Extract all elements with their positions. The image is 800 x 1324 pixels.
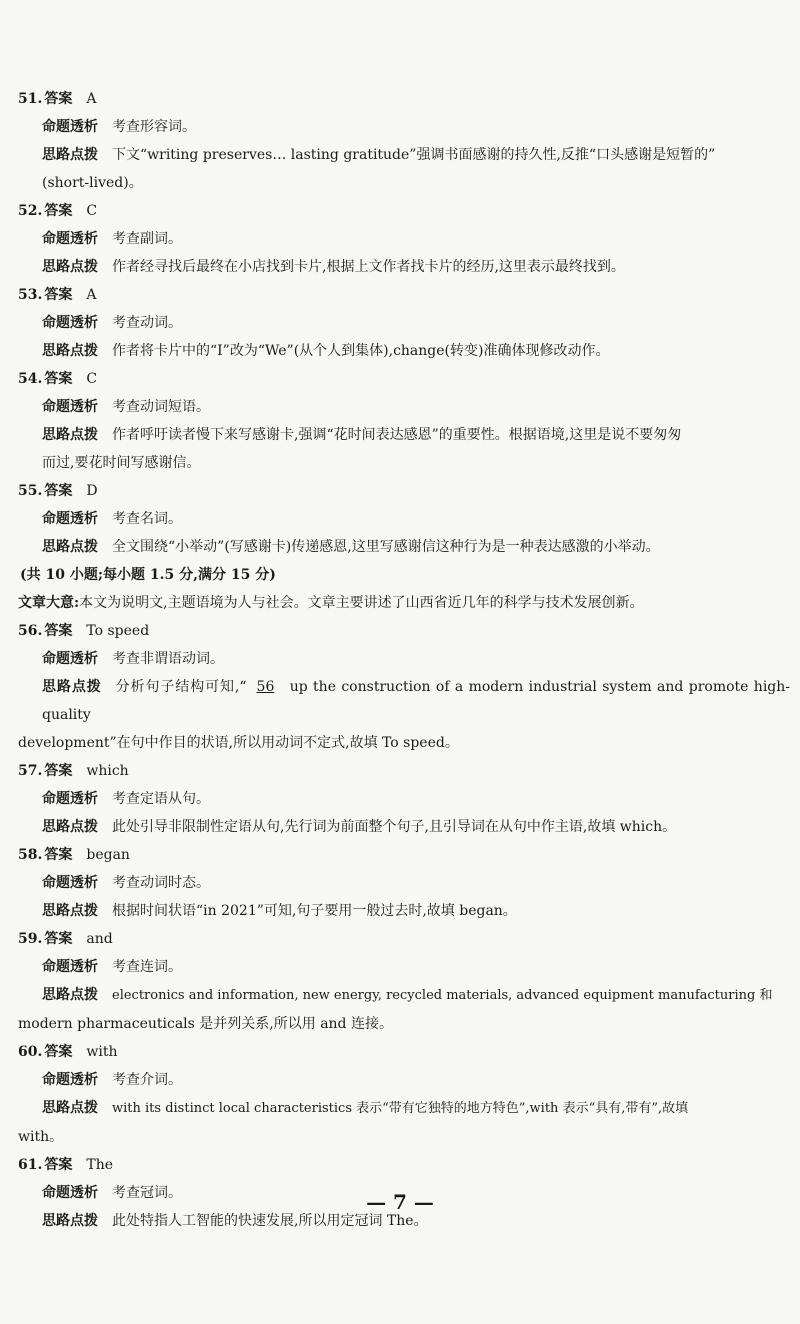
answer-value: A	[86, 91, 97, 107]
question-number: 61.	[18, 1157, 43, 1173]
answer-list	[18, 85, 790, 1235]
answer-value: C	[86, 371, 98, 387]
question-58	[18, 841, 790, 925]
analysis-text: 考查定语从句。	[112, 791, 210, 807]
article-summary	[18, 589, 790, 617]
hint-text: 分析句子结构可知,“	[115, 679, 247, 695]
question-number: 60.	[18, 1044, 43, 1060]
question-number: 57.	[18, 763, 43, 779]
page-number: — 7 —	[366, 1190, 434, 1214]
answer-value: D	[86, 483, 98, 499]
answer-value: To speed	[86, 623, 150, 639]
question-number: 59.	[18, 931, 43, 947]
question-number: 56.	[18, 623, 43, 639]
question-number: 51.	[18, 91, 43, 107]
hint-text: 此处引导非限制性定语从句,先行词为前面整个句子,且引导词在从句中作主语,故填 which。	[112, 819, 677, 835]
analysis-text: 考查连词。	[112, 959, 182, 975]
question-number: 55.	[18, 483, 43, 499]
hint-text: 全文围绕“小举动”(写感谢卡)传递感恩,这里写感谢信这种行为是一种表达感激的小举动。	[112, 539, 660, 555]
hint-text-continued: 而过,要花时间写感谢信。	[42, 455, 201, 471]
question-55	[18, 477, 790, 561]
answer-label: 答案	[44, 931, 73, 947]
question-56	[18, 617, 790, 757]
hint-label: 思路点拨	[42, 1100, 98, 1116]
answer-value: began	[86, 847, 130, 863]
analysis-label: 命题透析	[42, 511, 98, 527]
analysis-label: 命题透析	[42, 231, 98, 247]
hint-label: 思路点拨	[42, 427, 98, 443]
answer-label: 答案	[44, 1157, 73, 1173]
analysis-label: 命题透析	[42, 1072, 98, 1088]
analysis-text: 考查非谓语动词。	[112, 651, 224, 667]
answer-value: C	[86, 203, 98, 219]
analysis-text: 考查名词。	[112, 511, 182, 527]
hint-label: 思路点拨	[42, 679, 102, 695]
summary-text: 本文为说明文,主题语境为人与社会。文章主要讲述了山西省近几年的科学与技术发展创新。	[79, 595, 644, 611]
hint-text-continued: development”在句中作目的状语,所以用动词不定式,故填 To speed。	[18, 735, 459, 751]
hint-text: 作者将卡片中的“I”改为“We”(从个人到集体),change(转变)准确体现修改动作。	[112, 343, 610, 359]
answer-label: 答案	[44, 623, 73, 639]
hint-text: 下文“writing preserves… lasting gratitude”强调书面感谢的持久性,反推“口头感谢是短暂的”	[112, 147, 716, 163]
analysis-label: 命题透析	[42, 875, 98, 891]
answer-value: which	[86, 763, 129, 779]
hint-label: 思路点拨	[42, 987, 98, 1003]
hint-label: 思路点拨	[42, 819, 98, 835]
answer-label: 答案	[44, 847, 73, 863]
answer-value: A	[86, 287, 97, 303]
analysis-label: 命题透析	[42, 651, 98, 667]
hint-text-continued: (short-lived)。	[42, 175, 143, 191]
hint-label: 思路点拨	[42, 539, 98, 555]
question-number: 54.	[18, 371, 43, 387]
analysis-label: 命题透析	[42, 399, 98, 415]
analysis-label: 命题透析	[42, 119, 98, 135]
question-53	[18, 281, 790, 365]
hint-text: 作者呼吁读者慢下来写感谢卡,强调“花时间表达感恩”的重要性。根据语境,这里是说不要匆匆	[112, 427, 682, 443]
blank-number: 56	[256, 679, 275, 695]
answer-label: 答案	[44, 91, 73, 107]
question-51	[18, 85, 790, 197]
summary-label: 文章大意:	[18, 595, 80, 611]
analysis-text: 考查介词。	[112, 1072, 182, 1088]
answer-label: 答案	[44, 371, 73, 387]
section-note: (共 10 小题;每小题 1.5 分,满分 15 分)	[20, 567, 276, 583]
answer-label: 答案	[44, 763, 73, 779]
hint-label: 思路点拨	[42, 343, 98, 359]
analysis-label: 命题透析	[42, 315, 98, 331]
hint-text-continued: modern pharmaceuticals 是并列关系,所以用 and 连接。	[18, 1016, 393, 1032]
question-number: 53.	[18, 287, 43, 303]
analysis-label: 命题透析	[42, 959, 98, 975]
analysis-text: 考查动词时态。	[112, 875, 210, 891]
answer-label: 答案	[44, 287, 73, 303]
hint-text: 根据时间状语“in 2021”可知,句子要用一般过去时,故填 began。	[112, 903, 517, 919]
hint-text: 作者经寻找后最终在小店找到卡片,根据上文作者找卡片的经历,这里表示最终找到。	[112, 259, 625, 275]
analysis-label: 命题透析	[42, 791, 98, 807]
analysis-text: 考查副词。	[112, 231, 182, 247]
hint-label: 思路点拨	[42, 1213, 98, 1229]
question-number: 58.	[18, 847, 43, 863]
hint-text: electronics and information, new energy, recycled materials, advanced equipment manufacturing 和	[112, 988, 773, 1003]
question-57	[18, 757, 790, 841]
hint-text: with its distinct local characteristics 表示“带有它独特的地方特色”,with 表示“具有,带有”,故填	[112, 1101, 689, 1116]
answer-label: 答案	[44, 203, 73, 219]
hint-text: 此处特指人工智能的快速发展,所以用定冠词 The。	[112, 1213, 428, 1229]
question-60	[18, 1038, 790, 1151]
question-54	[18, 365, 790, 477]
answer-label: 答案	[44, 1044, 73, 1060]
question-52	[18, 197, 790, 281]
hint-label: 思路点拨	[42, 903, 98, 919]
question-59	[18, 925, 790, 1038]
hint-text-continued: with。	[18, 1129, 64, 1145]
analysis-text: 考查冠词。	[112, 1185, 182, 1201]
answer-value: The	[86, 1157, 113, 1173]
analysis-text: 考查动词。	[112, 315, 182, 331]
answer-label: 答案	[44, 483, 73, 499]
answer-value: with	[86, 1044, 118, 1060]
hint-label: 思路点拨	[42, 259, 98, 275]
analysis-text: 考查动词短语。	[112, 399, 210, 415]
analysis-text: 考查形容词。	[112, 119, 196, 135]
analysis-label: 命题透析	[42, 1185, 98, 1201]
hint-label: 思路点拨	[42, 147, 98, 163]
question-number: 52.	[18, 203, 43, 219]
answer-value: and	[86, 931, 113, 947]
hint-text-rest: up the construction of a modern industrial system and promote high-quality	[42, 679, 791, 723]
